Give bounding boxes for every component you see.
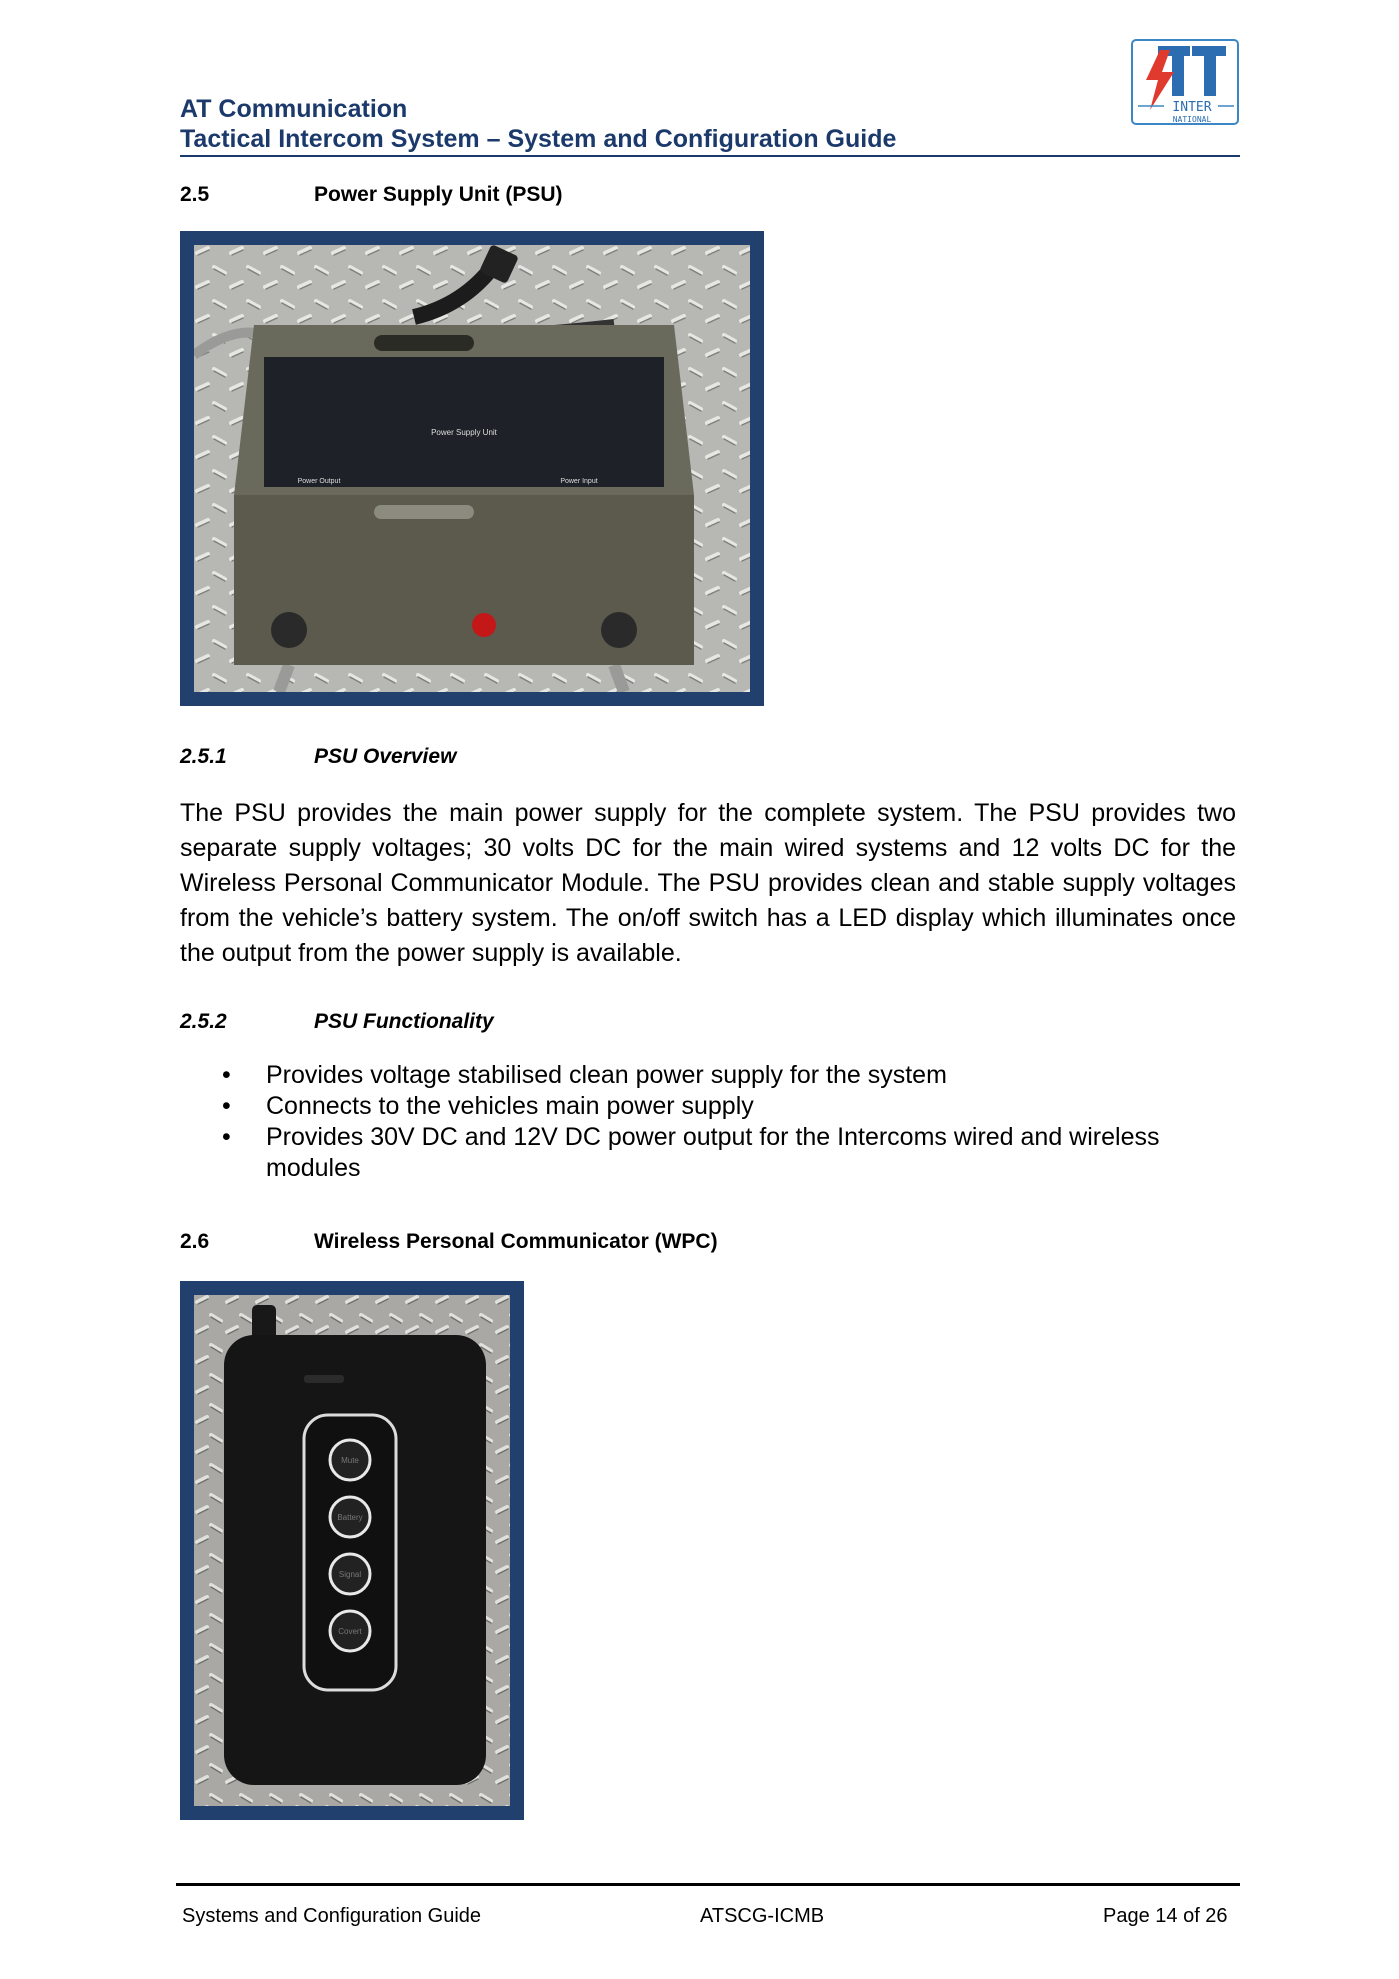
subsection-number: 2.5.2 [180,1010,227,1033]
footer-doc-name: Systems and Configuration Guide [182,1905,482,1927]
bullet-icon: • [222,1092,231,1120]
section-title: Power Supply Unit (PSU) [314,183,563,206]
list-item: • Provides voltage stabilised clean power supply for the system [222,1061,947,1089]
section-title: Wireless Personal Communicator (WPC) [314,1230,718,1253]
subsection-title: PSU Functionality [314,1010,494,1033]
list-item: • Connects to the vehicles main power supply [222,1092,754,1120]
svg-text:Power Output: Power Output [297,478,341,485]
list-item: • Provides 30V DC and 12V DC power output for the Intercoms wired and wireless modules [222,1123,1160,1182]
bullet-icon: • [222,1123,231,1151]
svg-text:Battery: Battery [337,1513,363,1522]
header-rule [180,155,1240,157]
document-subtitle: Tactical Intercom System – System and Configuration Guide [180,125,897,153]
subsection-title: PSU Overview [314,745,457,768]
wpc-photo [180,1281,524,1820]
footer-page-number: Page 14 of 26 [1103,1905,1228,1927]
svg-text:Power Input: Power Input [560,478,598,485]
footer-rule [176,1883,1240,1886]
overview-paragraph: The PSU provides the main power supply for the complete system. The PSU provides two separate supply voltages; 30 volts DC for the main wired systems and 12 volts DC for the Wireless Personal Communicator Module. The PSU provides clean and stable supply voltages from the vehicle’s battery system. The on/off switch has a LED display which illuminates once the output from the power supply is available. [180,799,1236,967]
company-logo [1130,38,1240,130]
svg-text:Signal: Signal [338,1570,362,1579]
svg-text:INTER: INTER [1172,100,1212,115]
svg-text:Covert: Covert [338,1627,362,1636]
section-number: 2.6 [180,1230,210,1253]
psu-photo [180,231,764,706]
svg-text:Power Supply Unit: Power Supply Unit [431,428,497,437]
subsection-number: 2.5.1 [180,745,227,768]
bullet-icon: • [222,1061,231,1089]
svg-text:Mute: Mute [341,1456,359,1465]
functionality-list [180,1060,1240,1184]
section-number: 2.5 [180,183,210,206]
svg-text:NATIONAL: NATIONAL [1172,115,1212,124]
document-title: AT Communication [180,95,408,123]
footer-doc-code: ATSCG-ICMB [700,1905,825,1927]
